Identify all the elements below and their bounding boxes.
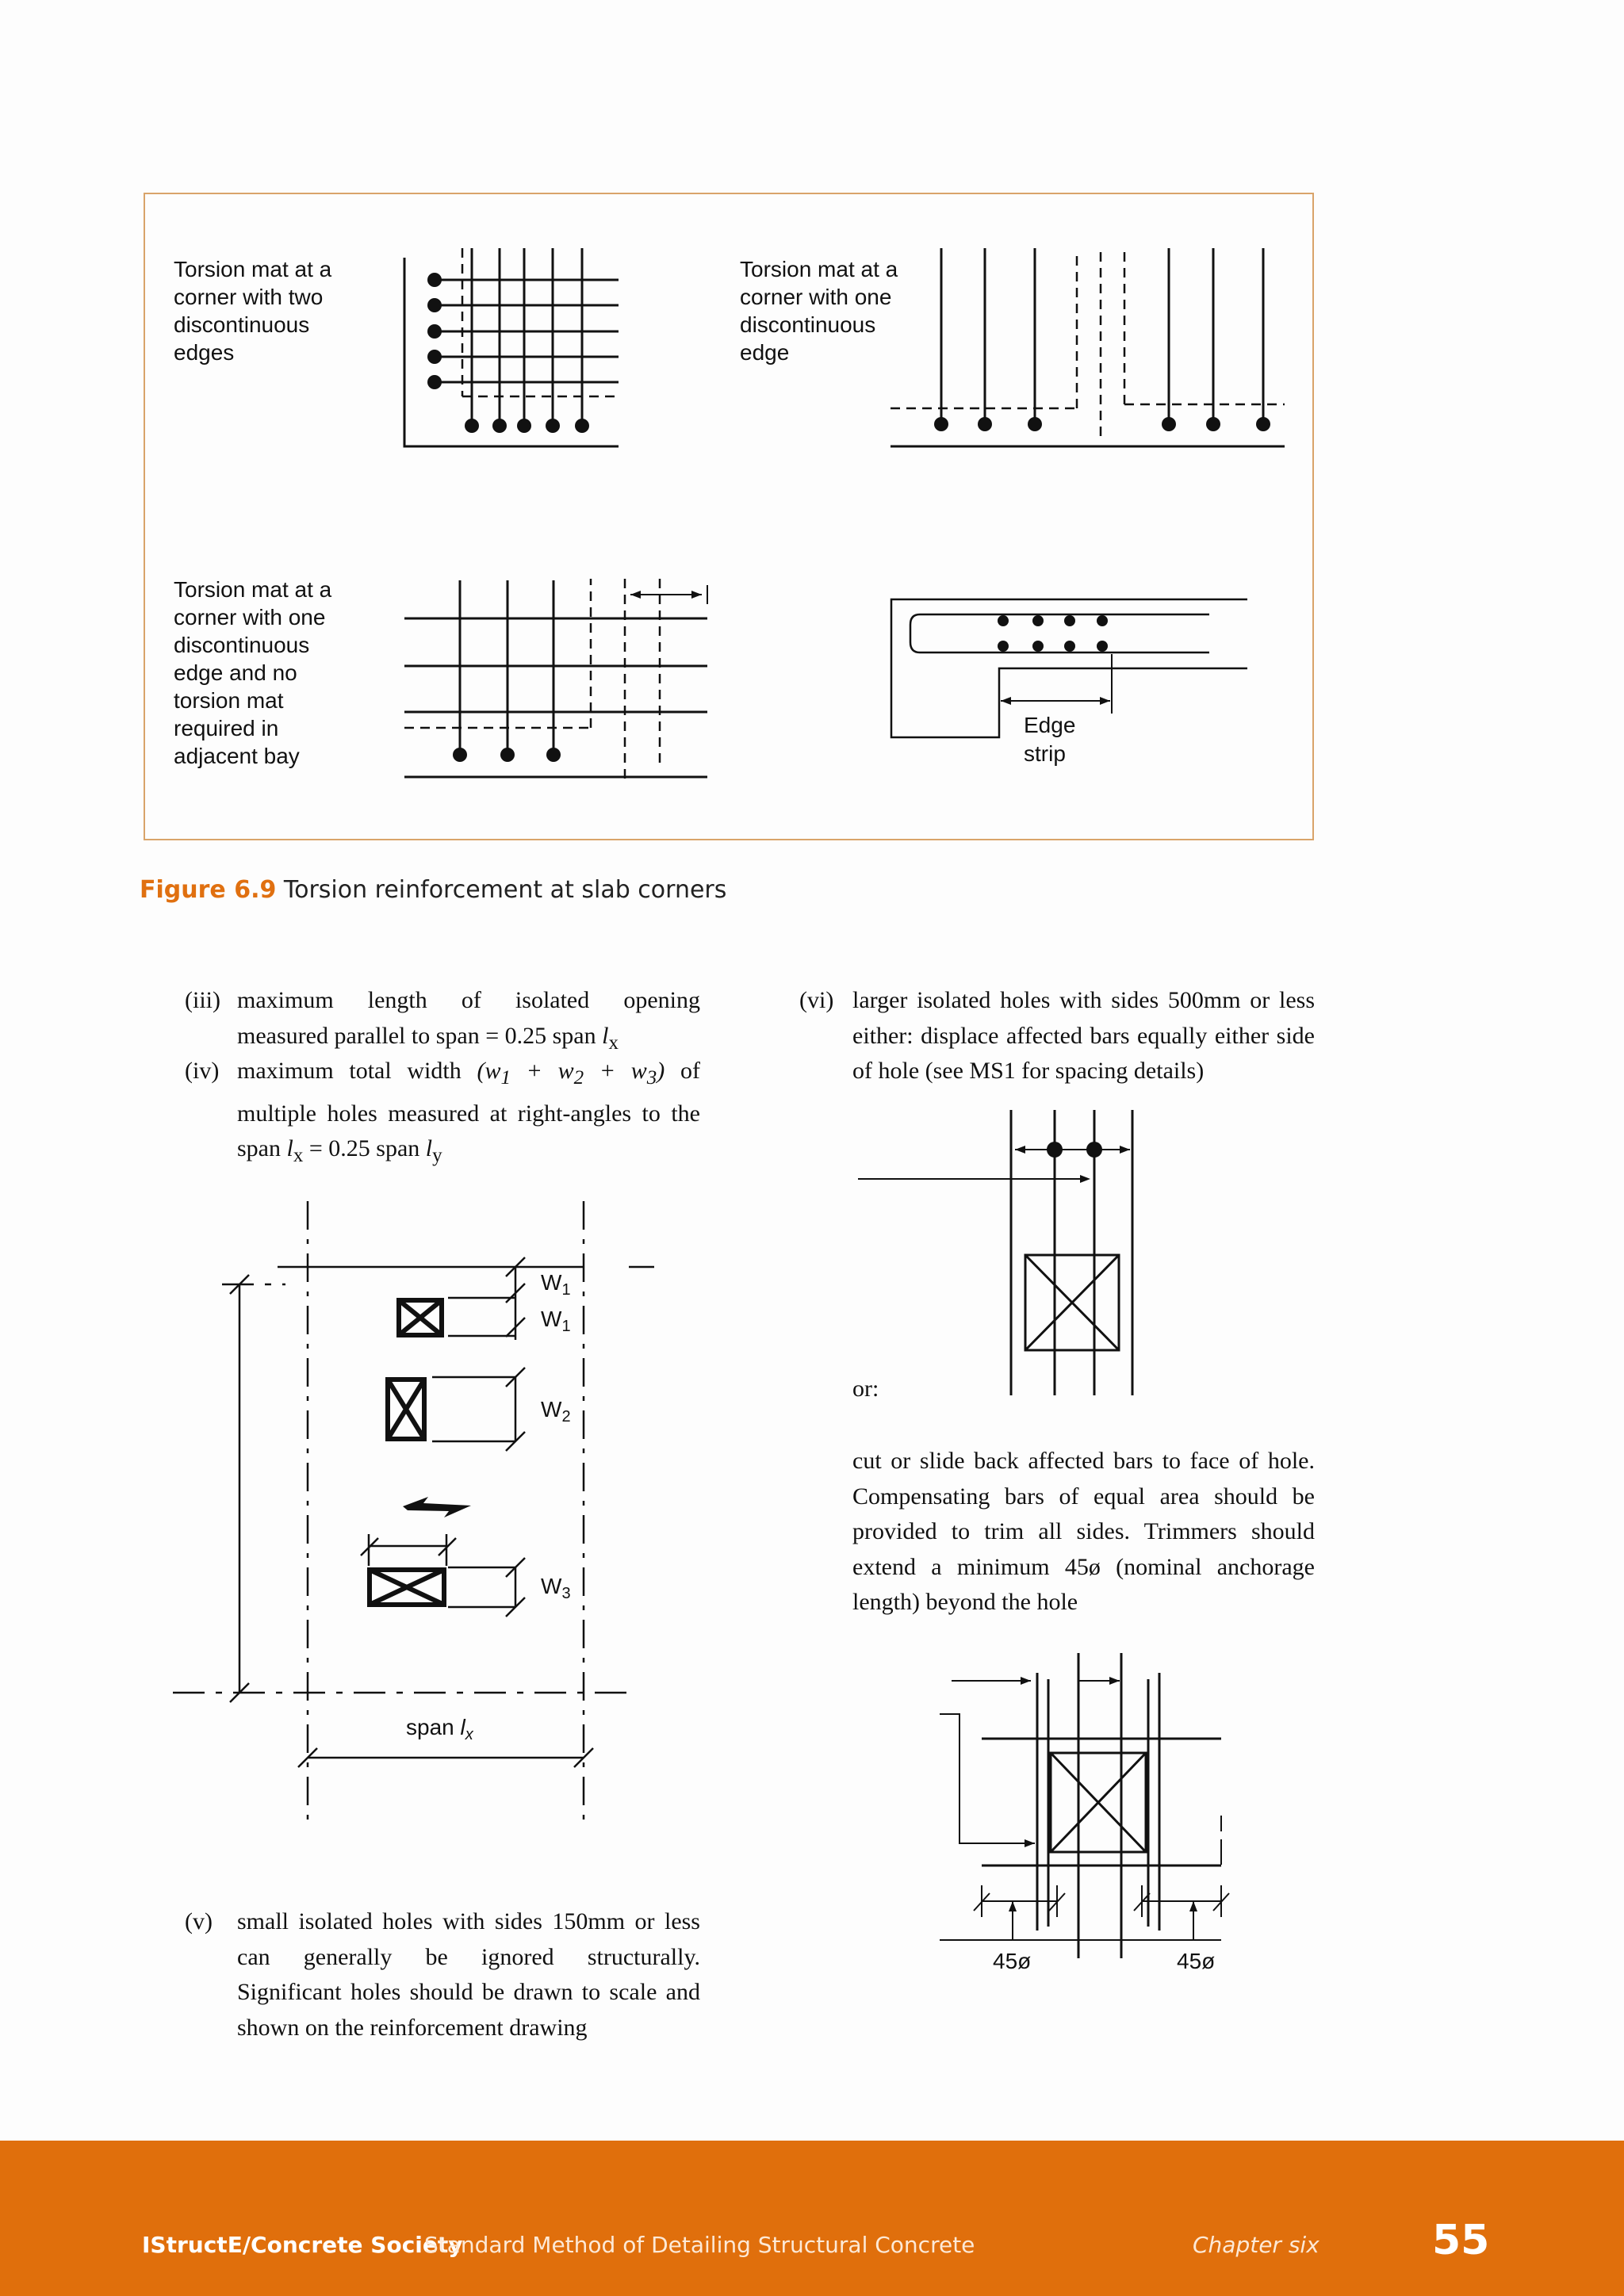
torsion-mat-two-edges-bars bbox=[427, 273, 589, 433]
hole-2 bbox=[388, 1380, 424, 1439]
svg-text:span lx: span $l_x$ bbox=[406, 1715, 473, 1743]
edge-strip-label-2: strip bbox=[1024, 741, 1066, 766]
figure-caption bbox=[140, 876, 726, 904]
hole-1 bbox=[399, 1300, 442, 1335]
item-iv-number: (iv) bbox=[185, 1058, 220, 1084]
torsion-mat-one-edge bbox=[891, 248, 1285, 446]
page-number: 55 bbox=[1432, 2217, 1490, 2264]
item-v bbox=[185, 1904, 700, 2047]
panel-label-two-edges: Torsion mat at a corner with two discontinuous edges bbox=[174, 257, 332, 365]
or-label: or: bbox=[852, 1376, 879, 1402]
item-iii bbox=[185, 983, 700, 1054]
figure-drawings bbox=[0, 0, 1624, 872]
item-v-number: (v) bbox=[185, 1908, 213, 1934]
item-vi-number: (vi) bbox=[799, 987, 834, 1013]
anchorage-right: 45ø bbox=[1177, 1949, 1216, 1973]
panel-label-one-edge: Torsion mat at a corner with one discontinuous edge bbox=[740, 257, 898, 365]
footer-chapter: Chapter six bbox=[1193, 2232, 1320, 2258]
svg-text:W3: $W_3$ bbox=[541, 1574, 571, 1602]
item-iii-number: (iii) bbox=[185, 987, 220, 1013]
item-iv-text: maximum total width $(w_1 + w_2 + w_3)$ of multiple holes measured at right-angles to the span $l_x = 0.25$ span $l_y$ bbox=[237, 1058, 700, 1166]
figure-number: Figure 6.9 bbox=[140, 876, 277, 904]
svg-text:W2: $W_2$ bbox=[541, 1397, 571, 1425]
edge-strip-label-1: Edge bbox=[1024, 713, 1076, 737]
item-iv bbox=[185, 1054, 700, 1165]
displaced-bars-diagram bbox=[848, 1106, 1166, 1403]
torsion-mat-one-edge-bars bbox=[934, 417, 1270, 431]
anchorage-left: 45ø bbox=[993, 1949, 1032, 1973]
item-vi bbox=[799, 983, 1315, 1126]
panel-label-no-adjacent-mat: Torsion mat at a corner with one discontinuous edge and no torsion mat required in adjacent bay bbox=[174, 577, 332, 768]
svg-text:W1: $W_1$ bbox=[541, 1307, 571, 1335]
svg-text:W1: $W_1$ bbox=[541, 1270, 571, 1299]
holes-diagram bbox=[159, 1189, 674, 1839]
figure-caption-text: Torsion reinforcement at slab corners bbox=[276, 876, 727, 904]
item-iii-line2: measured parallel to span = 0.25 span $l_x$ bbox=[237, 1022, 619, 1054]
item-v-text: small isolated holes with sides 150mm or less can generally be ignored structurally. Significant holes should be drawn to scale and shown on the reinforcement drawing bbox=[237, 1908, 700, 2041]
span-direction-symbol bbox=[403, 1497, 471, 1517]
item-iii-line1: maximum length of isolated opening bbox=[237, 987, 700, 1013]
trimmer-bars-diagram bbox=[936, 1649, 1237, 1982]
footer-org: IStructE/Concrete Society bbox=[142, 2232, 463, 2258]
page-footer bbox=[0, 2141, 1624, 2296]
cut-bars-text: cut or slide back affected bars to face of hole. Compensating bars of equal area should be provided to trim all sides. Trimmers should extend a minimum 45ø (nominal anchorage length) beyond the hole bbox=[852, 1448, 1315, 1615]
hole-3 bbox=[370, 1570, 444, 1605]
item-vi-text: larger isolated holes with sides 500mm or less either: displace affected bars equally either side of hole (see MS1 for spacing details) bbox=[852, 987, 1315, 1084]
footer-title: Standard Method of Detailing Structural Concrete bbox=[424, 2232, 975, 2258]
